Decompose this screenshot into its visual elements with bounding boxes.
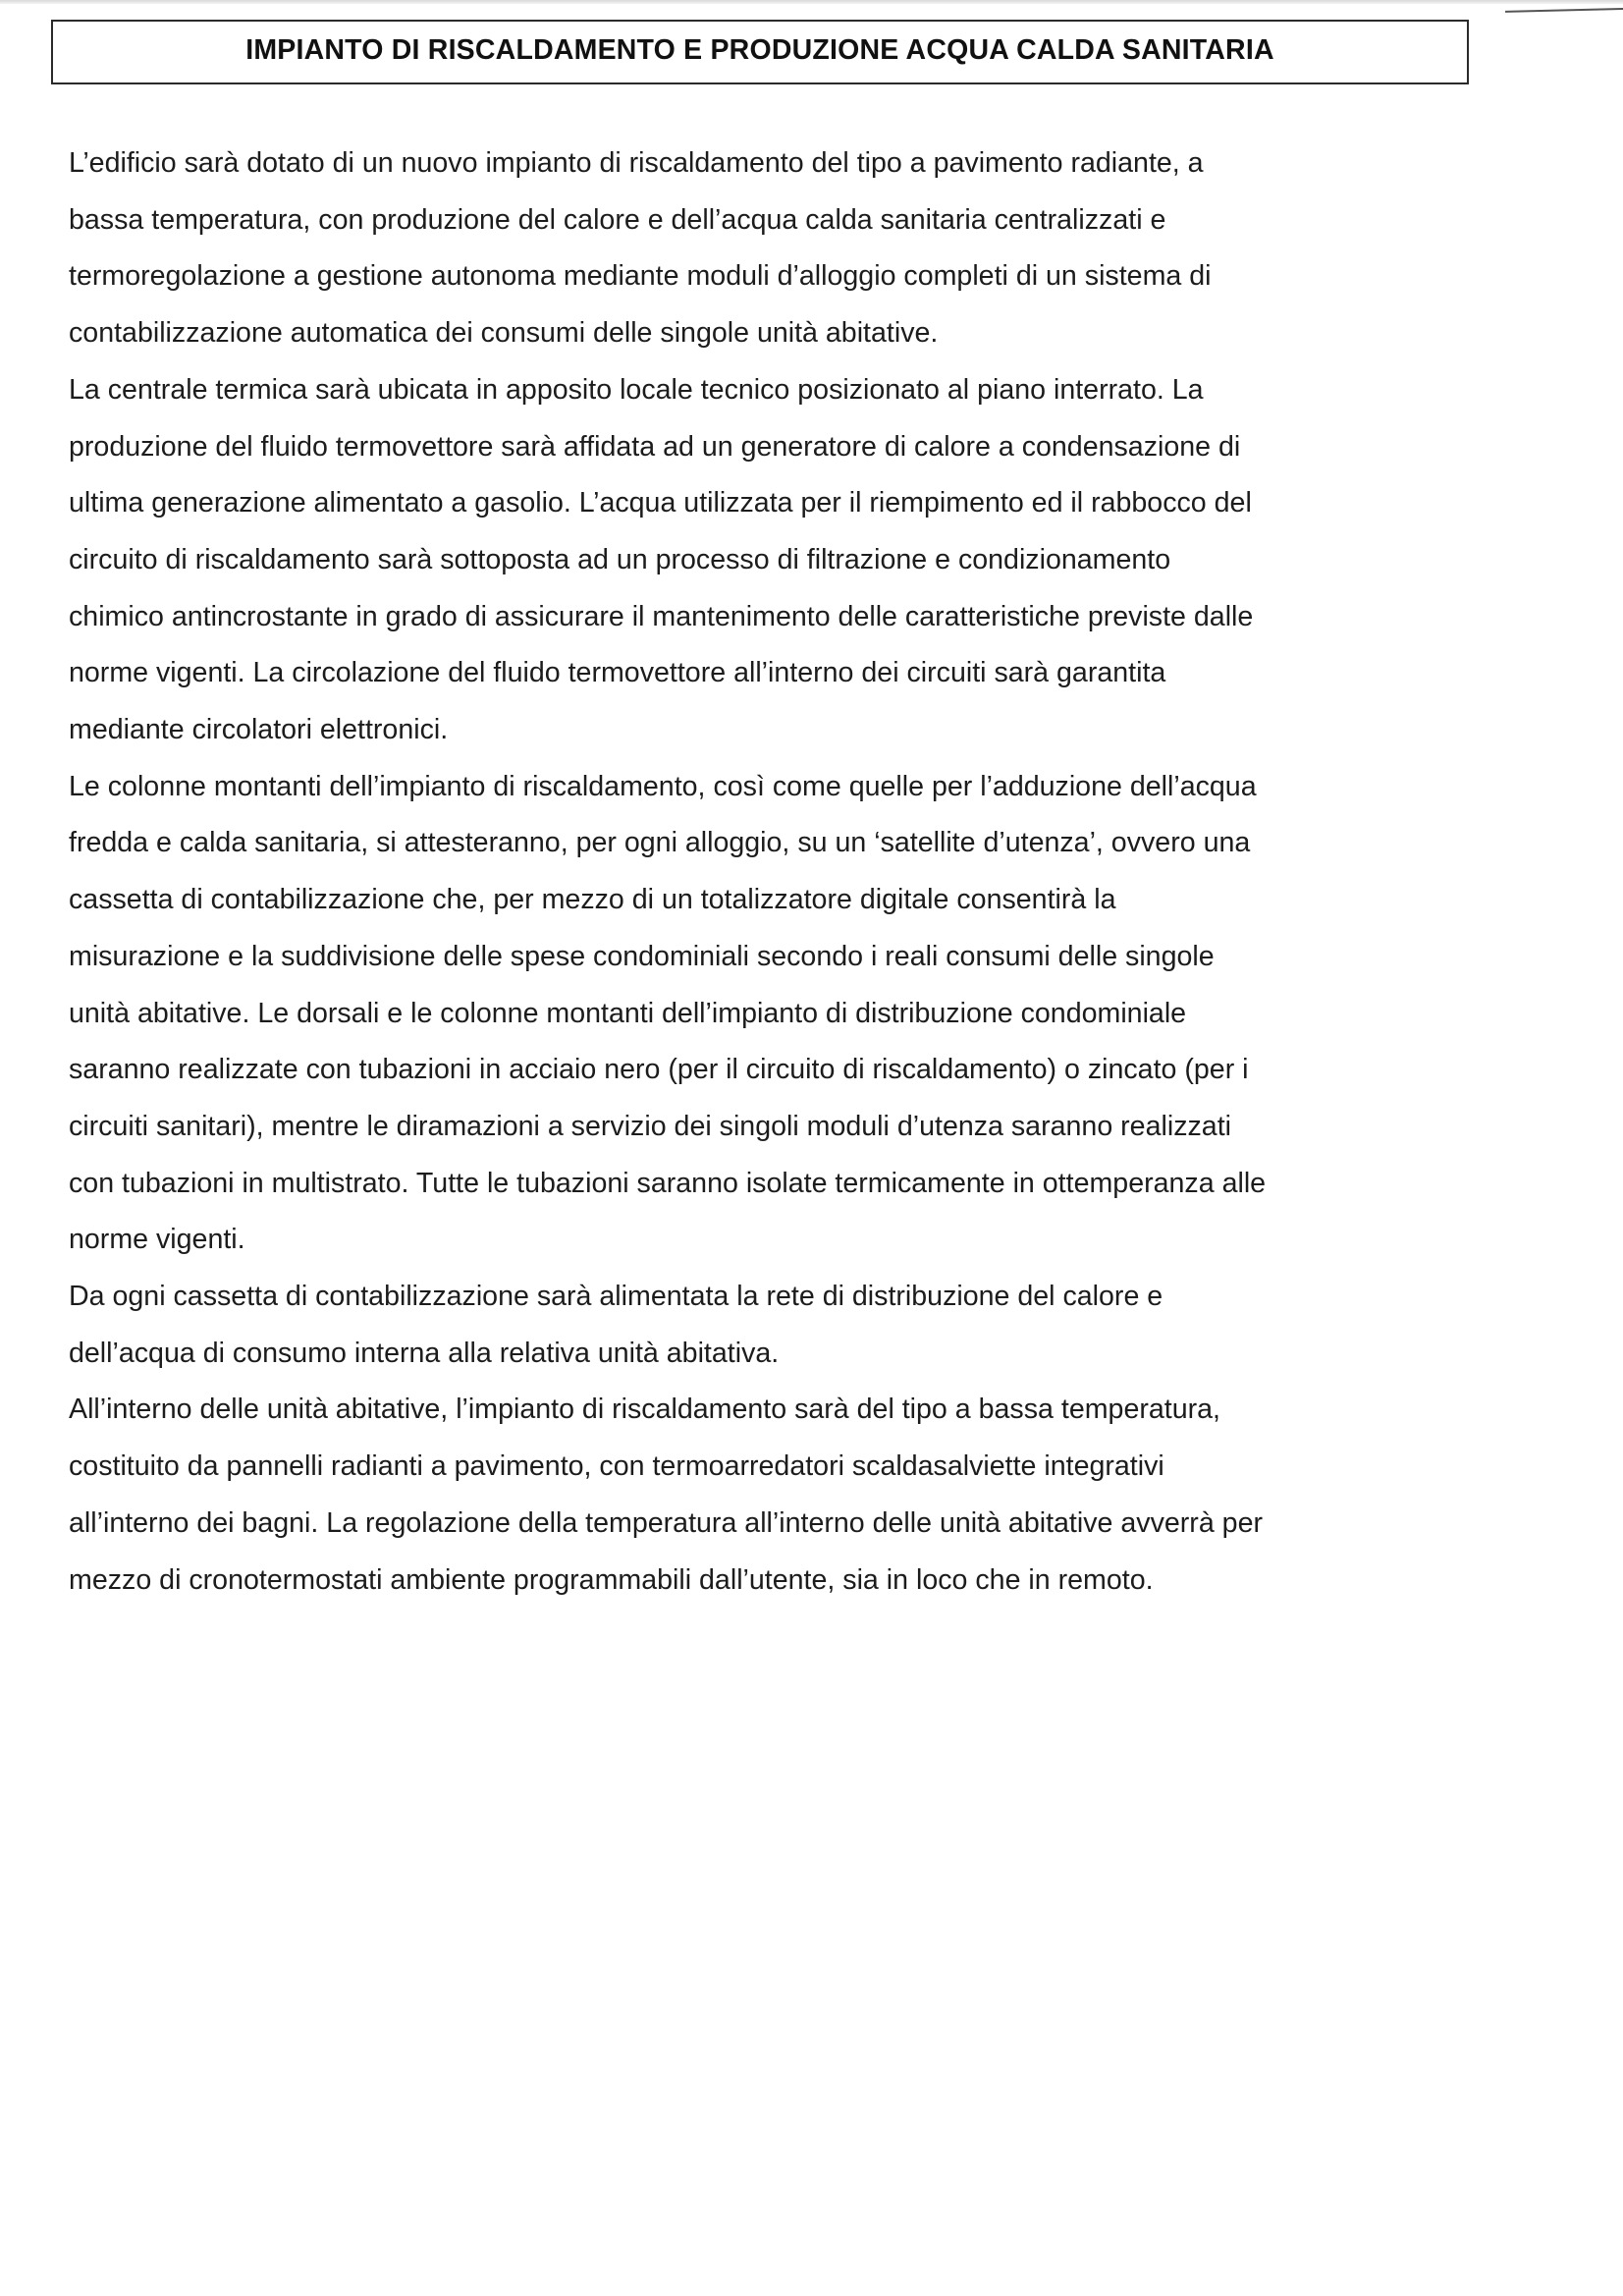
text-line: All’interno delle unità abitative, l’impianto di riscaldamento sarà del tipo a bassa temperatura, (69, 1394, 1220, 1426)
text-line: costituito da pannelli radianti a pavimento, con termoarredatori scaldasalviette integrativi (69, 1450, 1164, 1483)
text-line: bassa temperatura, con produzione del calore e dell’acqua calda sanitaria centralizzati e (69, 203, 1166, 236)
text-line: all’interno dei bagni. La regolazione della temperatura all’interno delle unità abitative avverrà per (69, 1506, 1263, 1539)
text-line: Da ogni cassetta di contabilizzazione sarà alimentata la rete di distribuzione del calore e (69, 1281, 1163, 1313)
title-box (51, 20, 1469, 84)
text-line: cassetta di contabilizzazione che, per mezzo di un totalizzatore digitale consentirà la (69, 884, 1116, 916)
scan-edge-mark (1505, 8, 1623, 13)
text-line: ultima generazione alimentato a gasolio. L’acqua utilizzata per il riempimento ed il rabbocco del (69, 487, 1252, 519)
body-text (69, 136, 1483, 1609)
text-line: circuito di riscaldamento sarà sottoposta ad un processo di filtrazione e condizionamento (69, 543, 1171, 575)
text-line: La centrale termica sarà ubicata in apposito locale tecnico posizionato al piano interrato. La (69, 373, 1204, 406)
text-line: chimico antincrostante in grado di assicurare il mantenimento delle caratteristiche previste dalle (69, 600, 1254, 632)
text-line: contabilizzazione automatica dei consumi delle singole unità abitative. (69, 317, 939, 350)
text-line: con tubazioni in multistrato. Tutte le tubazioni saranno isolate termicamente in ottemperanza alle (69, 1167, 1267, 1199)
text-line: fredda e calda sanitaria, si attesteranno, per ogni alloggio, su un ‘satellite d’utenza’, ovvero una (69, 827, 1251, 859)
document-title: IMPIANTO DI RISCALDAMENTO E PRODUZIONE ACQUA CALDA SANITARIA (245, 33, 1274, 66)
text-line: dell’acqua di consumo interna alla relativa unità abitativa. (69, 1337, 780, 1369)
text-line: mezzo di cronotermostati ambiente programmabili dall’utente, sia in loco che in remoto. (69, 1563, 1154, 1596)
text-line: mediante circolatori elettronici. (69, 714, 449, 746)
scan-top-edge (0, 0, 1623, 4)
text-line: Le colonne montanti dell’impianto di riscaldamento, così come quelle per l’adduzione dell’acqua (69, 770, 1257, 802)
text-line: produzione del fluido termovettore sarà affidata ad un generatore di calore a condensazione di (69, 430, 1241, 463)
text-line: norme vigenti. (69, 1224, 245, 1256)
text-line: termoregolazione a gestione autonoma mediante moduli d’alloggio completi di un sistema di (69, 260, 1212, 293)
text-line: saranno realizzate con tubazioni in acciaio nero (per il circuito di riscaldamento) o zincato (per i (69, 1054, 1249, 1086)
text-line: unità abitative. Le dorsali e le colonne montanti dell’impianto di distribuzione condominiale (69, 997, 1187, 1029)
text-line: L’edificio sarà dotato di un nuovo impianto di riscaldamento del tipo a pavimento radiante, a (69, 147, 1204, 179)
text-line: misurazione e la suddivisione delle spese condominiali secondo i reali consumi delle singole (69, 940, 1215, 972)
text-line: circuiti sanitari), mentre le diramazioni a servizio dei singoli moduli d’utenza saranno realizzati (69, 1110, 1231, 1142)
text-line: norme vigenti. La circolazione del fluido termovettore all’interno dei circuiti sarà garantita (69, 657, 1166, 689)
